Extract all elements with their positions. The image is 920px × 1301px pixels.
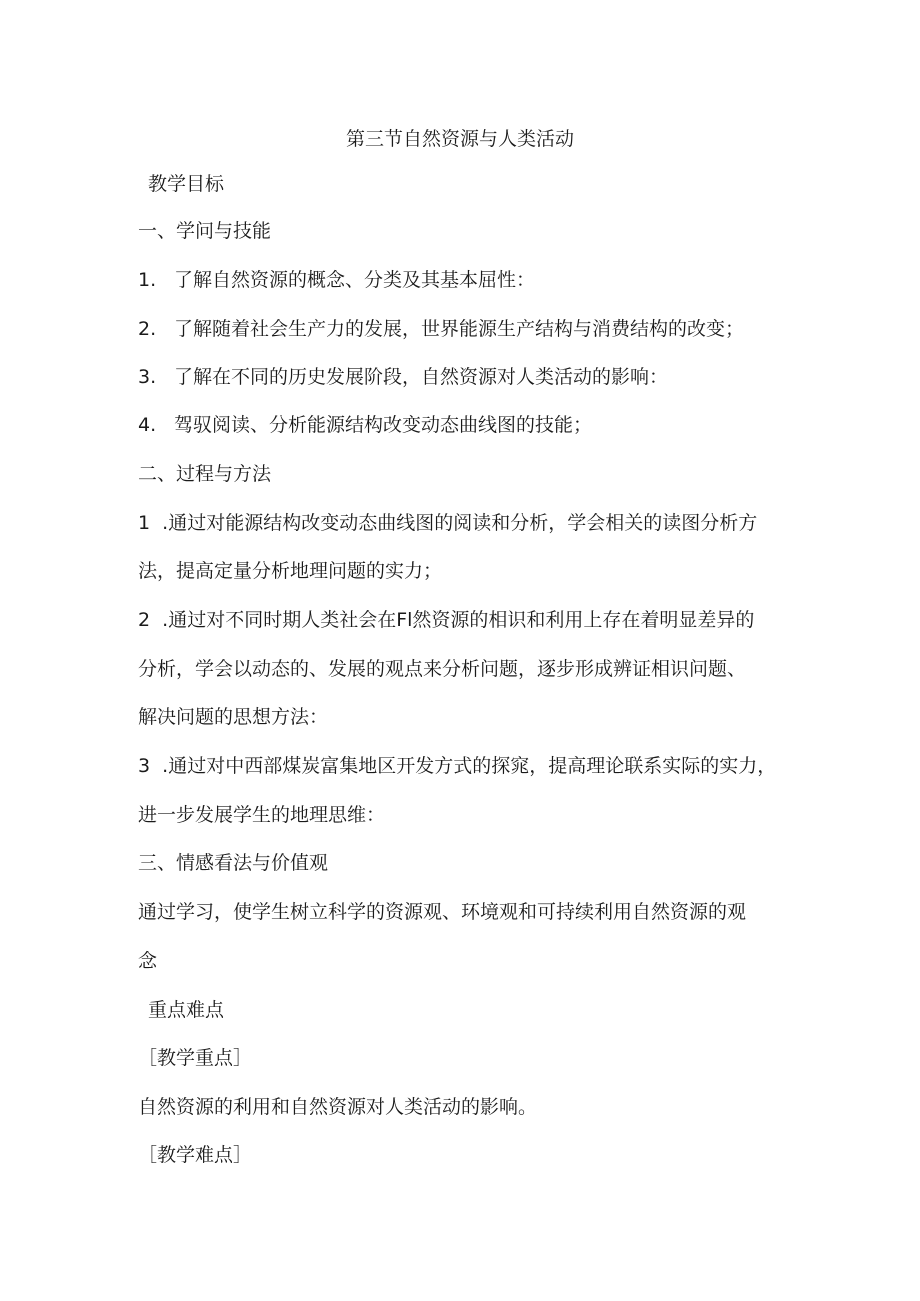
document-title: 第三节自然资源与人类活动 (345, 128, 574, 150)
paragraph-line: 2 .通过对不同时期人类社会在Fl然资源的相识和利用上存在着明显差异的 (138, 609, 755, 631)
paragraph-line: 法，提高定量分析地理问题的实力； (138, 560, 443, 582)
list-item-number: 2. (138, 318, 157, 340)
focus-text: 自然资源的利用和自然资源对人类活动的影响。 (138, 1096, 538, 1118)
paragraph-line: 1 .通过对能源结构改变动态曲线图的阅读和分析，学会相关的读图分析方 (138, 512, 758, 534)
list-item (138, 364, 668, 390)
paragraph-line: 解决问题的思想方法： (138, 706, 329, 728)
list-item (138, 412, 592, 438)
paragraph-line: 分析，学会以动态的、发展的观点来分析问题，逐步形成辨证相识问题、 (138, 658, 747, 680)
section1-heading: 一、学问与技能 (138, 220, 272, 242)
teaching-goals-heading: 教学目标 (148, 173, 225, 195)
paragraph-line: 进一步发展学生的地理思维： (138, 804, 386, 826)
list-item (138, 267, 535, 293)
list-item-number: 1. (138, 269, 157, 291)
list-item (138, 316, 744, 342)
focus-heading: ［教学重点］ (138, 1047, 253, 1069)
key-points-heading: 重点难点 (148, 999, 225, 1021)
difficulty-heading: ［教学难点］ (138, 1144, 253, 1166)
list-item-text: 了解自然资源的概念、分类及其基本屈性： (174, 269, 536, 291)
list-item-number: 3. (138, 366, 157, 388)
paragraph-line: 念 (138, 950, 158, 972)
paragraph-line: 3 .通过对中西部煤炭富集地区开发方式的探窕，提高理论联系实际的实力， (138, 755, 777, 777)
section2-heading: 二、过程与方法 (138, 463, 272, 485)
paragraph-line: 通过学习，使学生树立科学的资源观、环境观和可持续利用自然资源的观 (138, 901, 747, 923)
section3-heading: 三、情感看法与价值观 (138, 852, 329, 874)
list-item-text: 了解在不同的历史发展阶段，自然资源对人类活动的影响： (174, 366, 669, 388)
list-item-text: 驾驭阅读、分析能源结构改变动态曲线图的技能； (174, 414, 593, 436)
list-item-number: 4. (138, 414, 157, 436)
list-item-text: 了解随着社会生产力的发展，世界能源生产结构与消费结构的改变； (174, 318, 745, 340)
